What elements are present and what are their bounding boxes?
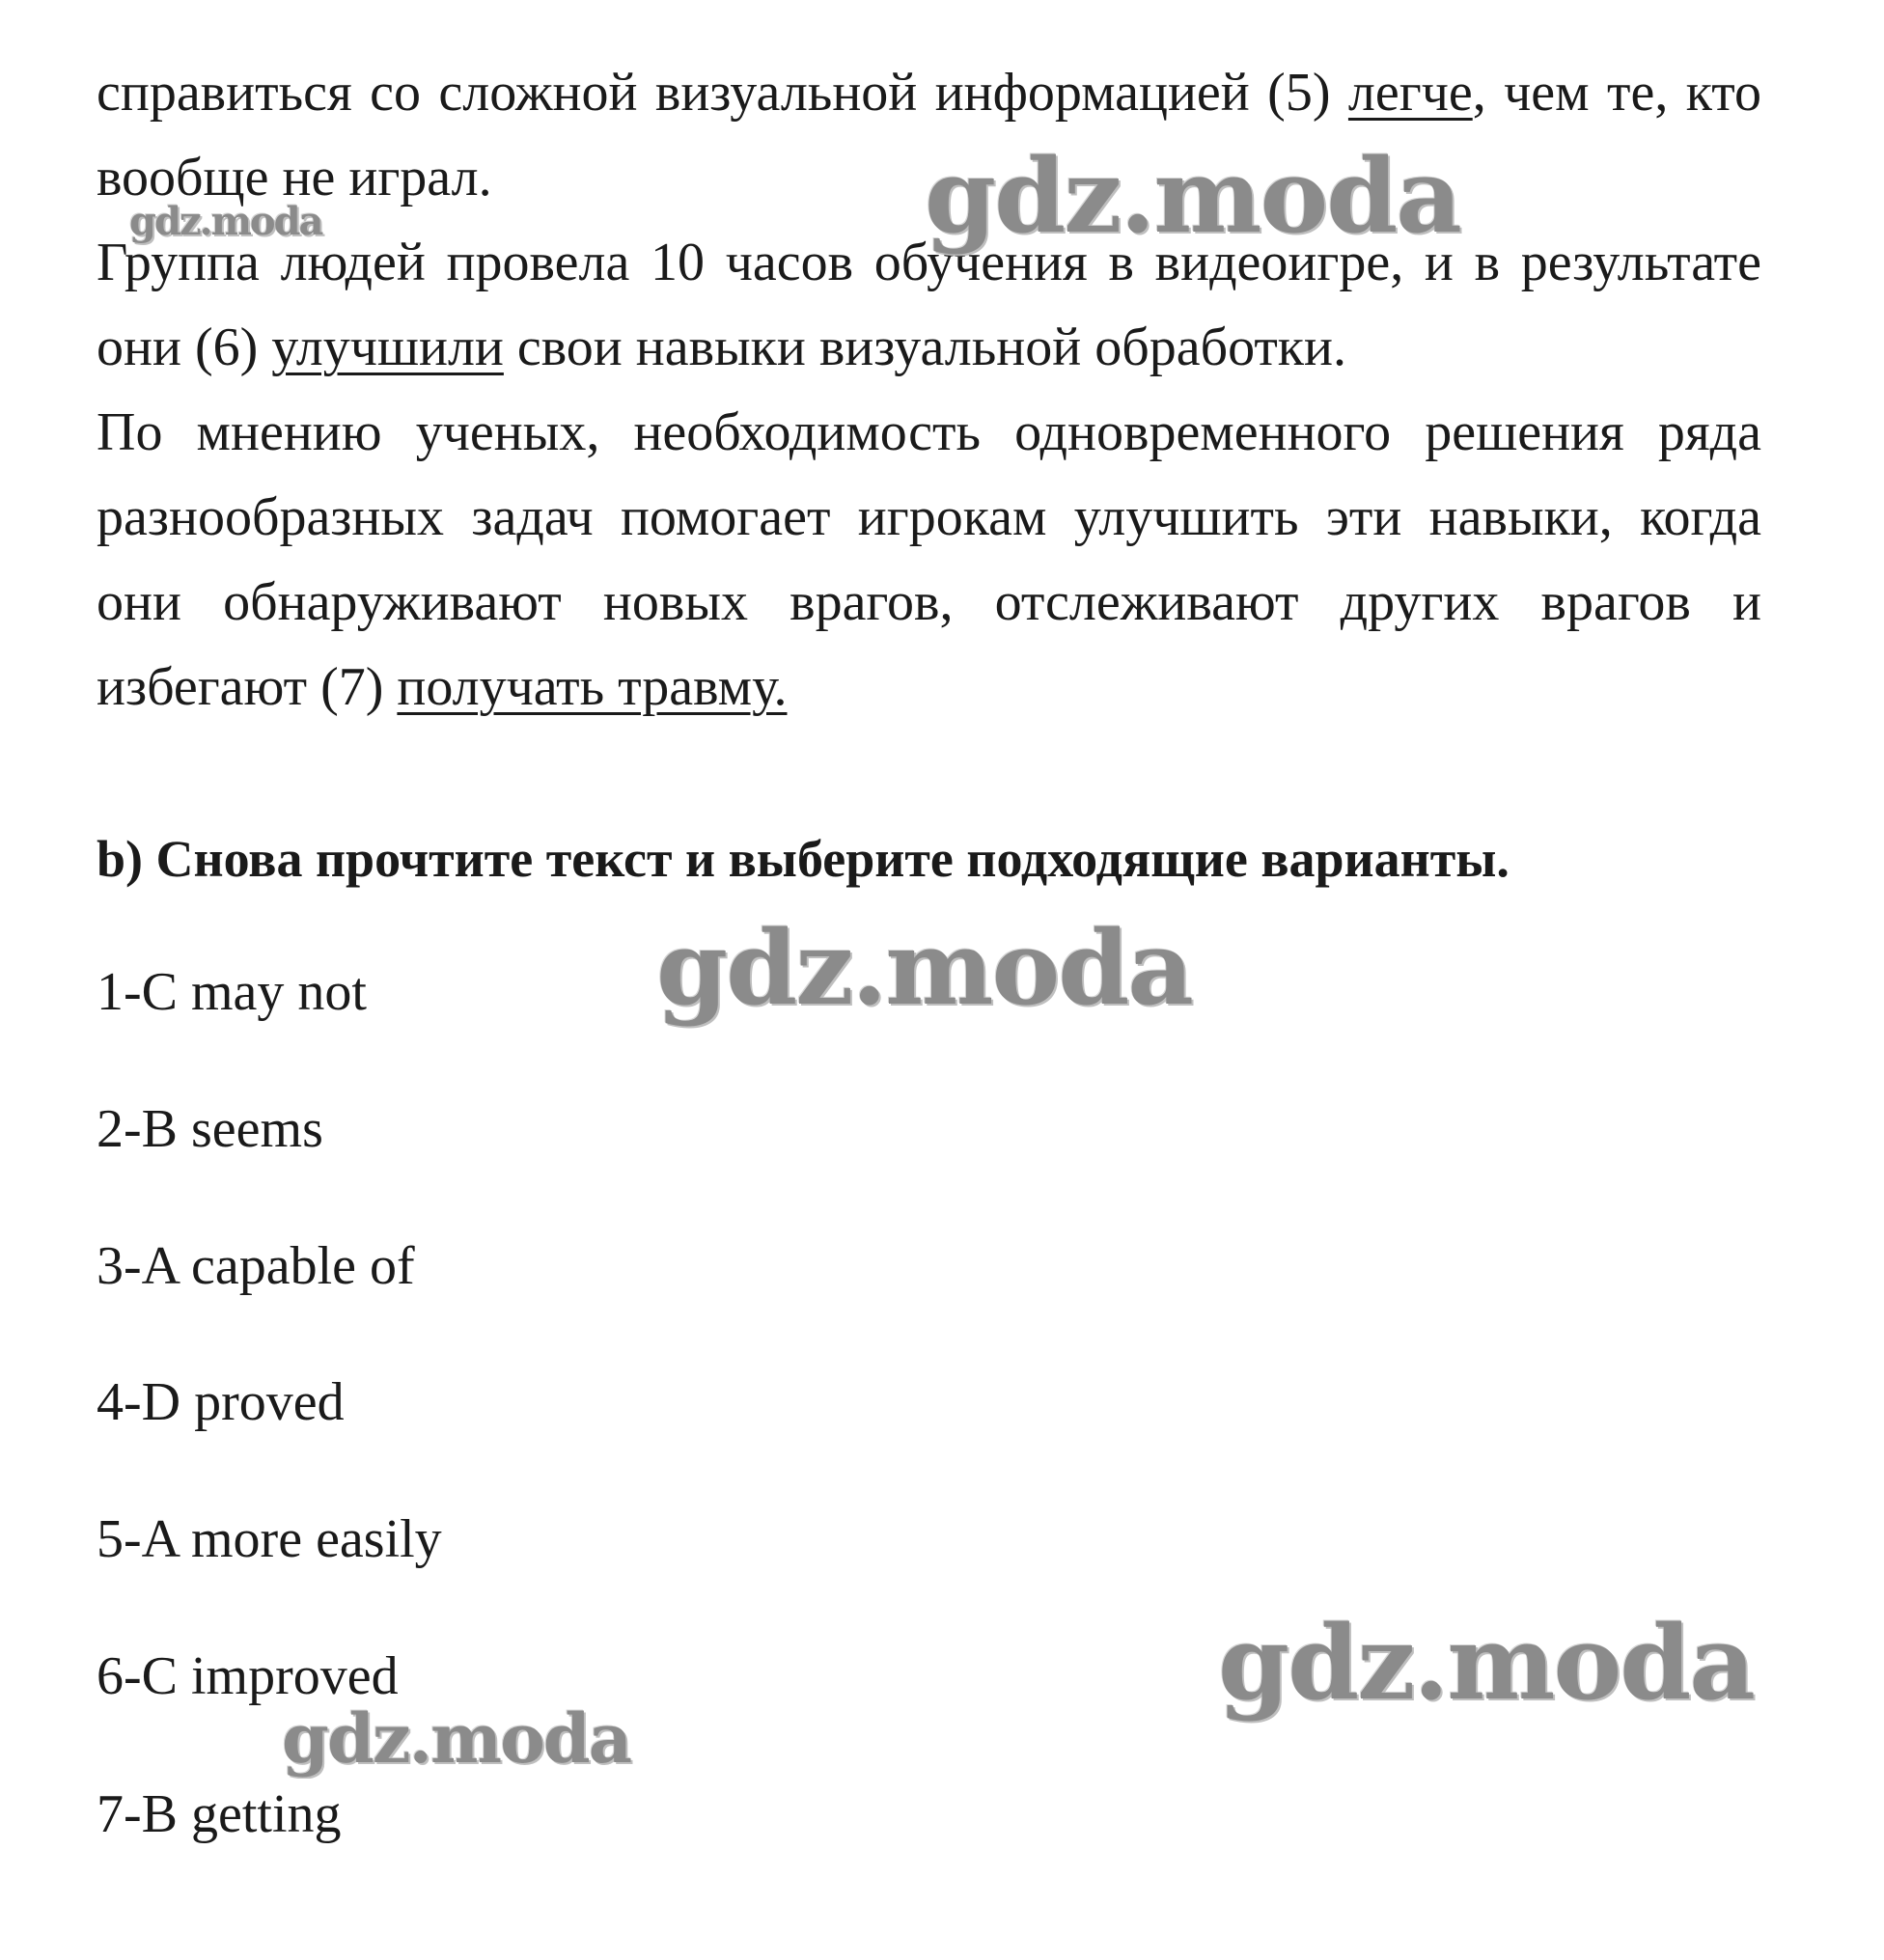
answer-item-6: 6-C improved [97, 1646, 399, 1706]
answer-item-2: 2-B seems [97, 1099, 323, 1159]
answer-word-6: улучшили [271, 317, 504, 377]
paragraph-1-text: справиться со сложной визуальной информацией (5) [97, 63, 1348, 123]
answer-item-5: 5-A more easily [97, 1509, 442, 1569]
paragraph-2-text: Группа людей провела 10 часов обучения в видеоигре, и в результате они (6) [97, 233, 1761, 377]
watermark-logo: gdz.moda [129, 199, 322, 244]
paragraph-2-text-end: свои навыки визуальной обработки. [503, 317, 1346, 377]
answer-item-3: 3-A capable of [97, 1236, 415, 1296]
watermark-logo: gdz.moda [1218, 1602, 1754, 1723]
paragraph-3-text: По мнению ученых, необходимость одновременного решения ряда разнообразных задач помогает игрокам улучшить эти навыки, когда они обнаруживают новых врагов, отслеживают других врагов и избегают (7) [97, 402, 1761, 717]
answer-item-4: 4-D proved [97, 1372, 345, 1432]
task-b-heading: b) Снова прочтите текст и выберите подходящие варианты. [97, 830, 1510, 888]
answer-item-7: 7-B getting [97, 1784, 342, 1844]
answer-item-1: 1-C may not [97, 962, 367, 1022]
answer-word-7: получать травму. [397, 657, 788, 717]
watermark-logo: gdz.moda [282, 1698, 631, 1779]
watermark-logo: gdz.moda [656, 907, 1192, 1028]
paragraph-1-text-end: , чем те, кто вообще не играл. [97, 63, 1761, 207]
paragraph-3 [97, 390, 1761, 730]
answer-word-5: легче [1347, 63, 1473, 123]
watermark-logo: gdz.moda [925, 135, 1460, 256]
